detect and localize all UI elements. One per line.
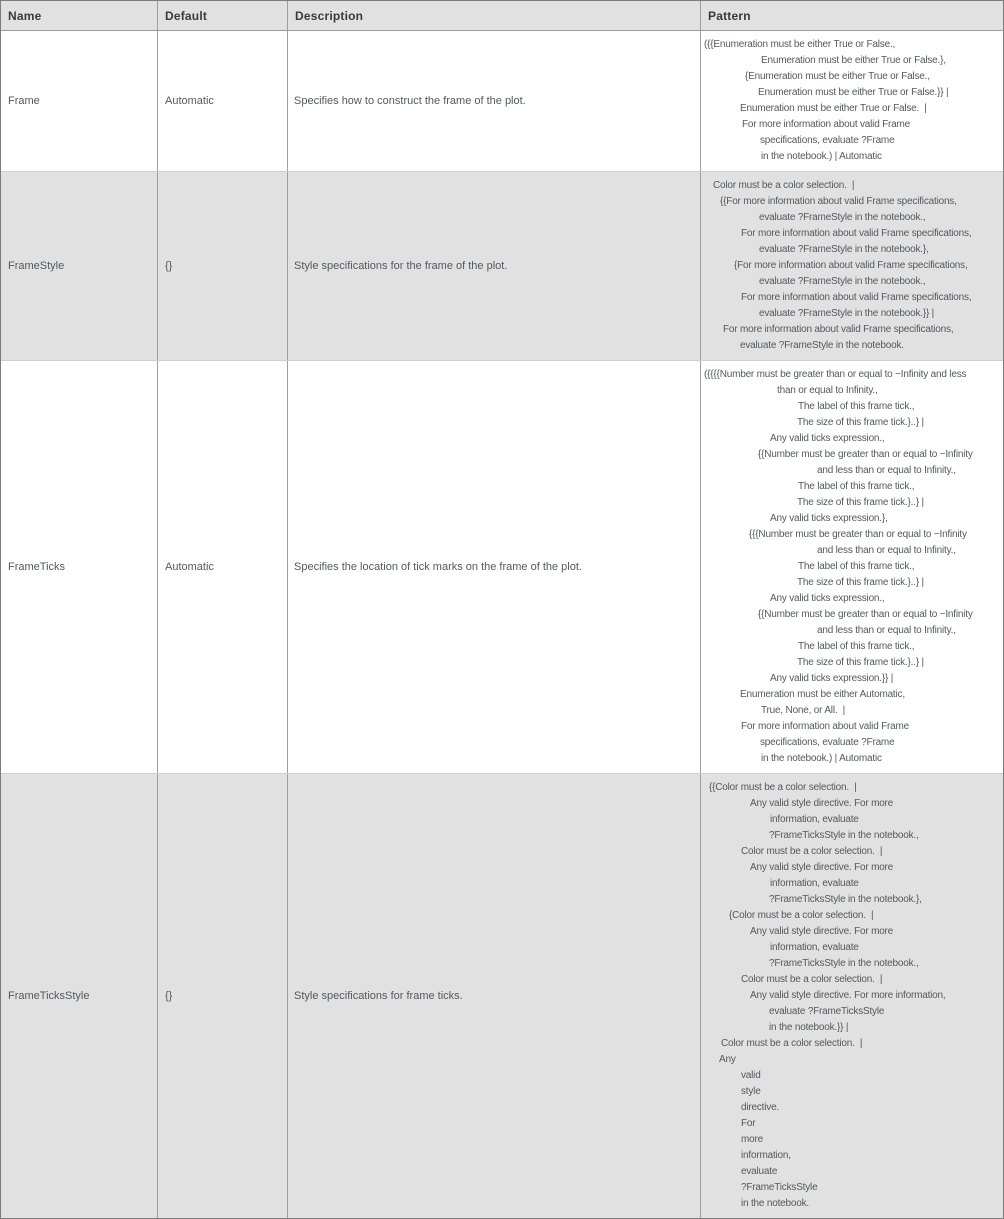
pattern-line: specifications, evaluate ?Frame	[760, 135, 895, 146]
pattern-line: Color must be a color selection. |	[741, 846, 883, 857]
option-name: FrameStyle	[1, 172, 158, 360]
pattern-line: The label of this frame tick.,	[798, 641, 915, 652]
pattern-line: directive.	[741, 1102, 780, 1113]
pattern-line: For more information about valid Frame specifications,	[723, 324, 954, 335]
column-header-name: Name	[1, 1, 158, 30]
table-row	[1, 31, 1003, 171]
pattern-line: Enumeration must be either True or False.},	[761, 55, 946, 66]
pattern-line: in the notebook.) | Automatic	[761, 753, 882, 764]
pattern-line: For more information about valid Frame specifications,	[741, 292, 972, 303]
pattern-line: evaluate ?FrameStyle in the notebook.,	[759, 212, 926, 223]
pattern-line: and less than or equal to Infinity.,	[817, 625, 956, 636]
pattern-line: Any valid style directive. For more	[750, 798, 894, 809]
pattern-line: evaluate ?FrameStyle in the notebook.	[740, 340, 904, 351]
pattern-line: Any	[719, 1054, 736, 1065]
pattern-line: specifications, evaluate ?Frame	[760, 737, 895, 748]
table-header-row	[1, 1, 1003, 31]
pattern-line: ({{Enumeration must be either True or False.,	[704, 39, 896, 50]
pattern-line: and less than or equal to Infinity.,	[817, 545, 956, 556]
pattern-line: evaluate ?FrameTicksStyle	[769, 1006, 885, 1017]
pattern-line: Color must be a color selection. |	[721, 1038, 863, 1049]
pattern-line: {{Number must be greater than or equal to −Infinity	[758, 609, 973, 620]
pattern-line: ?FrameTicksStyle in the notebook.,	[769, 958, 919, 969]
option-name: FrameTicks	[1, 361, 158, 773]
pattern-line: True, None, or All. |	[761, 705, 845, 716]
pattern-line: ?FrameTicksStyle in the notebook.,	[769, 830, 919, 841]
pattern-line: {For more information about valid Frame specifications,	[734, 260, 968, 271]
pattern-line: than or equal to Infinity.,	[777, 385, 878, 396]
pattern-line: Enumeration must be either Automatic,	[740, 689, 905, 700]
pattern-line: For more information about valid Frame specifications,	[741, 228, 972, 239]
pattern-line: Any valid style directive. For more information,	[750, 990, 946, 1001]
pattern-line: in the notebook.) | Automatic	[761, 151, 882, 162]
pattern-line: ?FrameTicksStyle in the notebook.},	[769, 894, 922, 905]
pattern-line: The size of this frame tick.}..} |	[797, 577, 924, 588]
pattern-line: Color must be a color selection. |	[713, 180, 855, 191]
pattern-line: in the notebook.}} |	[769, 1022, 849, 1033]
pattern-line: For	[741, 1118, 756, 1129]
pattern-line: {{{Number must be greater than or equal to −Infinity	[749, 529, 967, 540]
pattern-line: information, evaluate	[770, 814, 859, 825]
pattern-line: Color must be a color selection. |	[741, 974, 883, 985]
pattern-line: evaluate ?FrameStyle in the notebook.},	[759, 244, 929, 255]
option-name: FrameTicksStyle	[1, 774, 158, 1218]
pattern-line: Any valid ticks expression.},	[770, 513, 888, 524]
pattern-line: The label of this frame tick.,	[798, 481, 915, 492]
pattern-line: The size of this frame tick.}..} |	[797, 657, 924, 668]
pattern-line: information, evaluate	[770, 942, 859, 953]
table-row	[1, 171, 1003, 360]
option-description: Style specifications for frame ticks.	[288, 774, 701, 1218]
pattern-line: The label of this frame tick.,	[798, 401, 915, 412]
option-pattern	[701, 172, 1003, 360]
pattern-line: ({{{{Number must be greater than or equal to −Infinity and less	[704, 369, 967, 380]
option-description: Style specifications for the frame of the plot.	[288, 172, 701, 360]
pattern-line: and less than or equal to Infinity.,	[817, 465, 956, 476]
option-pattern	[701, 361, 1003, 773]
pattern-line: in the notebook.	[741, 1198, 809, 1209]
option-pattern	[701, 774, 1003, 1218]
pattern-line: evaluate ?FrameStyle in the notebook.,	[759, 276, 926, 287]
column-header-description: Description	[288, 1, 701, 30]
pattern-line: evaluate	[741, 1166, 778, 1177]
pattern-line: The label of this frame tick.,	[798, 561, 915, 572]
option-description: Specifies how to construct the frame of the plot.	[288, 31, 701, 171]
column-header-pattern: Pattern	[708, 8, 751, 23]
pattern-line: Any valid ticks expression.,	[770, 433, 885, 444]
option-name: Frame	[1, 31, 158, 171]
option-default: Automatic	[158, 31, 288, 171]
option-description: Specifies the location of tick marks on the frame of the plot.	[288, 361, 701, 773]
pattern-line: style	[741, 1086, 761, 1097]
pattern-line: Any valid style directive. For more	[750, 926, 894, 937]
pattern-line: Enumeration must be either True or False.}} |	[758, 87, 949, 98]
pattern-line: Any valid ticks expression.}} |	[770, 673, 894, 684]
pattern-line: Any valid ticks expression.,	[770, 593, 885, 604]
pattern-line: For more information about valid Frame	[741, 721, 910, 732]
pattern-line: evaluate ?FrameStyle in the notebook.}} |	[759, 308, 935, 319]
pattern-line: more	[741, 1134, 763, 1145]
option-default: {}	[158, 172, 288, 360]
table-body	[1, 31, 1003, 1218]
pattern-line: information, evaluate	[770, 878, 859, 889]
pattern-line: The size of this frame tick.}..} |	[797, 417, 924, 428]
table-row	[1, 360, 1003, 773]
pattern-line: {{For more information about valid Frame specifications,	[720, 196, 957, 207]
option-default: Automatic	[158, 361, 288, 773]
option-default: {}	[158, 774, 288, 1218]
table-row	[1, 773, 1003, 1218]
pattern-line: {{Color must be a color selection. |	[709, 782, 857, 793]
pattern-line: {{Number must be greater than or equal to −Infinity	[758, 449, 973, 460]
pattern-line: Enumeration must be either True or False. |	[740, 103, 927, 114]
pattern-line: information,	[741, 1150, 791, 1161]
pattern-line: ?FrameTicksStyle	[741, 1182, 818, 1193]
pattern-line: Any valid style directive. For more	[750, 862, 894, 873]
pattern-line: valid	[741, 1070, 761, 1081]
pattern-line: {Enumeration must be either True or False.,	[745, 71, 930, 82]
option-pattern	[701, 31, 1003, 171]
column-header-default: Default	[158, 1, 288, 30]
pattern-line: {Color must be a color selection. |	[729, 910, 874, 921]
pattern-line: The size of this frame tick.}..} |	[797, 497, 924, 508]
pattern-line: For more information about valid Frame	[742, 119, 911, 130]
